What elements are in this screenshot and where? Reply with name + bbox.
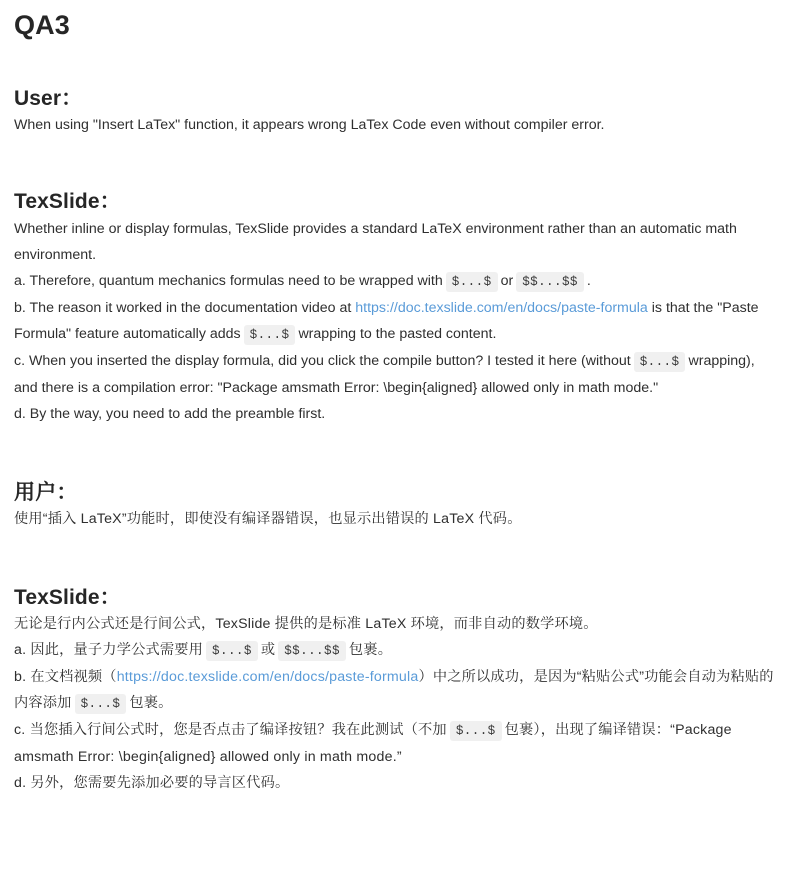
paste-formula-doc-link[interactable]: https://doc.texslide.com/en/docs/paste-formula [116,669,419,686]
item-a-text-3: 包裹。 [348,642,393,659]
item-a-text-2: 或 [260,642,276,659]
item-a-text-2: or [500,272,514,289]
item-a-text-1: a. Therefore, quantum mechanics formulas need to be wrapped with [14,272,443,289]
item-a-text-1: a. 因此，量子力学公式需要用 [14,642,204,659]
heading-user-en: User： [14,87,83,111]
code-dollar-double: $$...$$ [516,272,584,292]
code-dollar-double: $$...$$ [278,641,346,661]
code-dollar-single: $...$ [446,272,498,292]
item-c-text-1: c. When you inserted the display formula, did you click the compile button? I tested it here (without [14,352,631,369]
item-b-text-1: b. 在文档视频（ [14,669,117,686]
paragraph-user-en-body: When using "Insert LaTex" function, it appears wrong LaTex Code even without compiler error. [14,117,605,134]
item-a-text-3: . [586,272,591,289]
paragraph-texslide-cn-intro: 无论是行内公式还是行间公式，TexSlide 提供的是标准 LaTeX 环境，而非自动的数学环境。 [14,616,598,633]
code-dollar-single: $...$ [75,694,127,714]
code-dollar-single: $...$ [634,352,686,372]
item-b-text-3: 包裹。 [129,695,173,712]
list-item-cn-b [14,664,774,717]
list-item-cn-d: d. 另外，您需要先添加必要的导言区代码。 [14,775,290,792]
code-dollar-single: $...$ [450,721,502,741]
paragraph-texslide-en-intro: Whether inline or display formulas, TexSlide provides a standard LaTeX environment rather than an automatic math environment. [14,220,737,263]
list-item-en-c [14,348,774,401]
heading-user-cn: 用户： [14,480,78,504]
item-b-text-2: is that the "Paste Formula" feature automatically adds [14,299,759,342]
item-c-text-2: wrapping), and there is a compilation error: "Package amsmath Error: \begin{aligned} allowed only in math mode." [14,352,755,396]
heading-texslide-en: TexSlide： [14,190,121,214]
item-b-text-2: ）中之所以成功，是因为“粘贴公式”功能会自动为粘贴的内容添加 [14,669,774,712]
list-item-en-a [14,268,774,295]
item-b-text-1: b. The reason it worked in the documentation video at [14,299,352,316]
page-title: QA3 [14,10,70,40]
code-dollar-single: $...$ [244,325,296,345]
heading-texslide-cn: TexSlide： [14,585,121,609]
paragraph-user-cn-body: 使用“插入 LaTeX”功能时，即使没有编译器错误，也显示出错误的 LaTeX 代码。 [14,510,522,527]
item-c-text-1: c. 当您插入行间公式时，您是否点击了编译按钮？我在此测试（不加 [14,722,447,739]
item-b-text-3: wrapping to the pasted content. [298,325,497,342]
item-c-text-2: 包裹），出现了编译错误：“Package amsmath Error: \begin{aligned} allowed only in math mode.” [14,722,732,766]
list-item-cn-c [14,717,774,770]
paste-formula-doc-link[interactable]: https://doc.texslide.com/en/docs/paste-formula [355,299,648,316]
list-item-en-b [14,295,774,348]
code-dollar-single: $...$ [206,641,258,661]
list-item-cn-a [14,637,774,664]
list-item-en-d: d. By the way, you need to add the preamble first. [14,405,326,422]
